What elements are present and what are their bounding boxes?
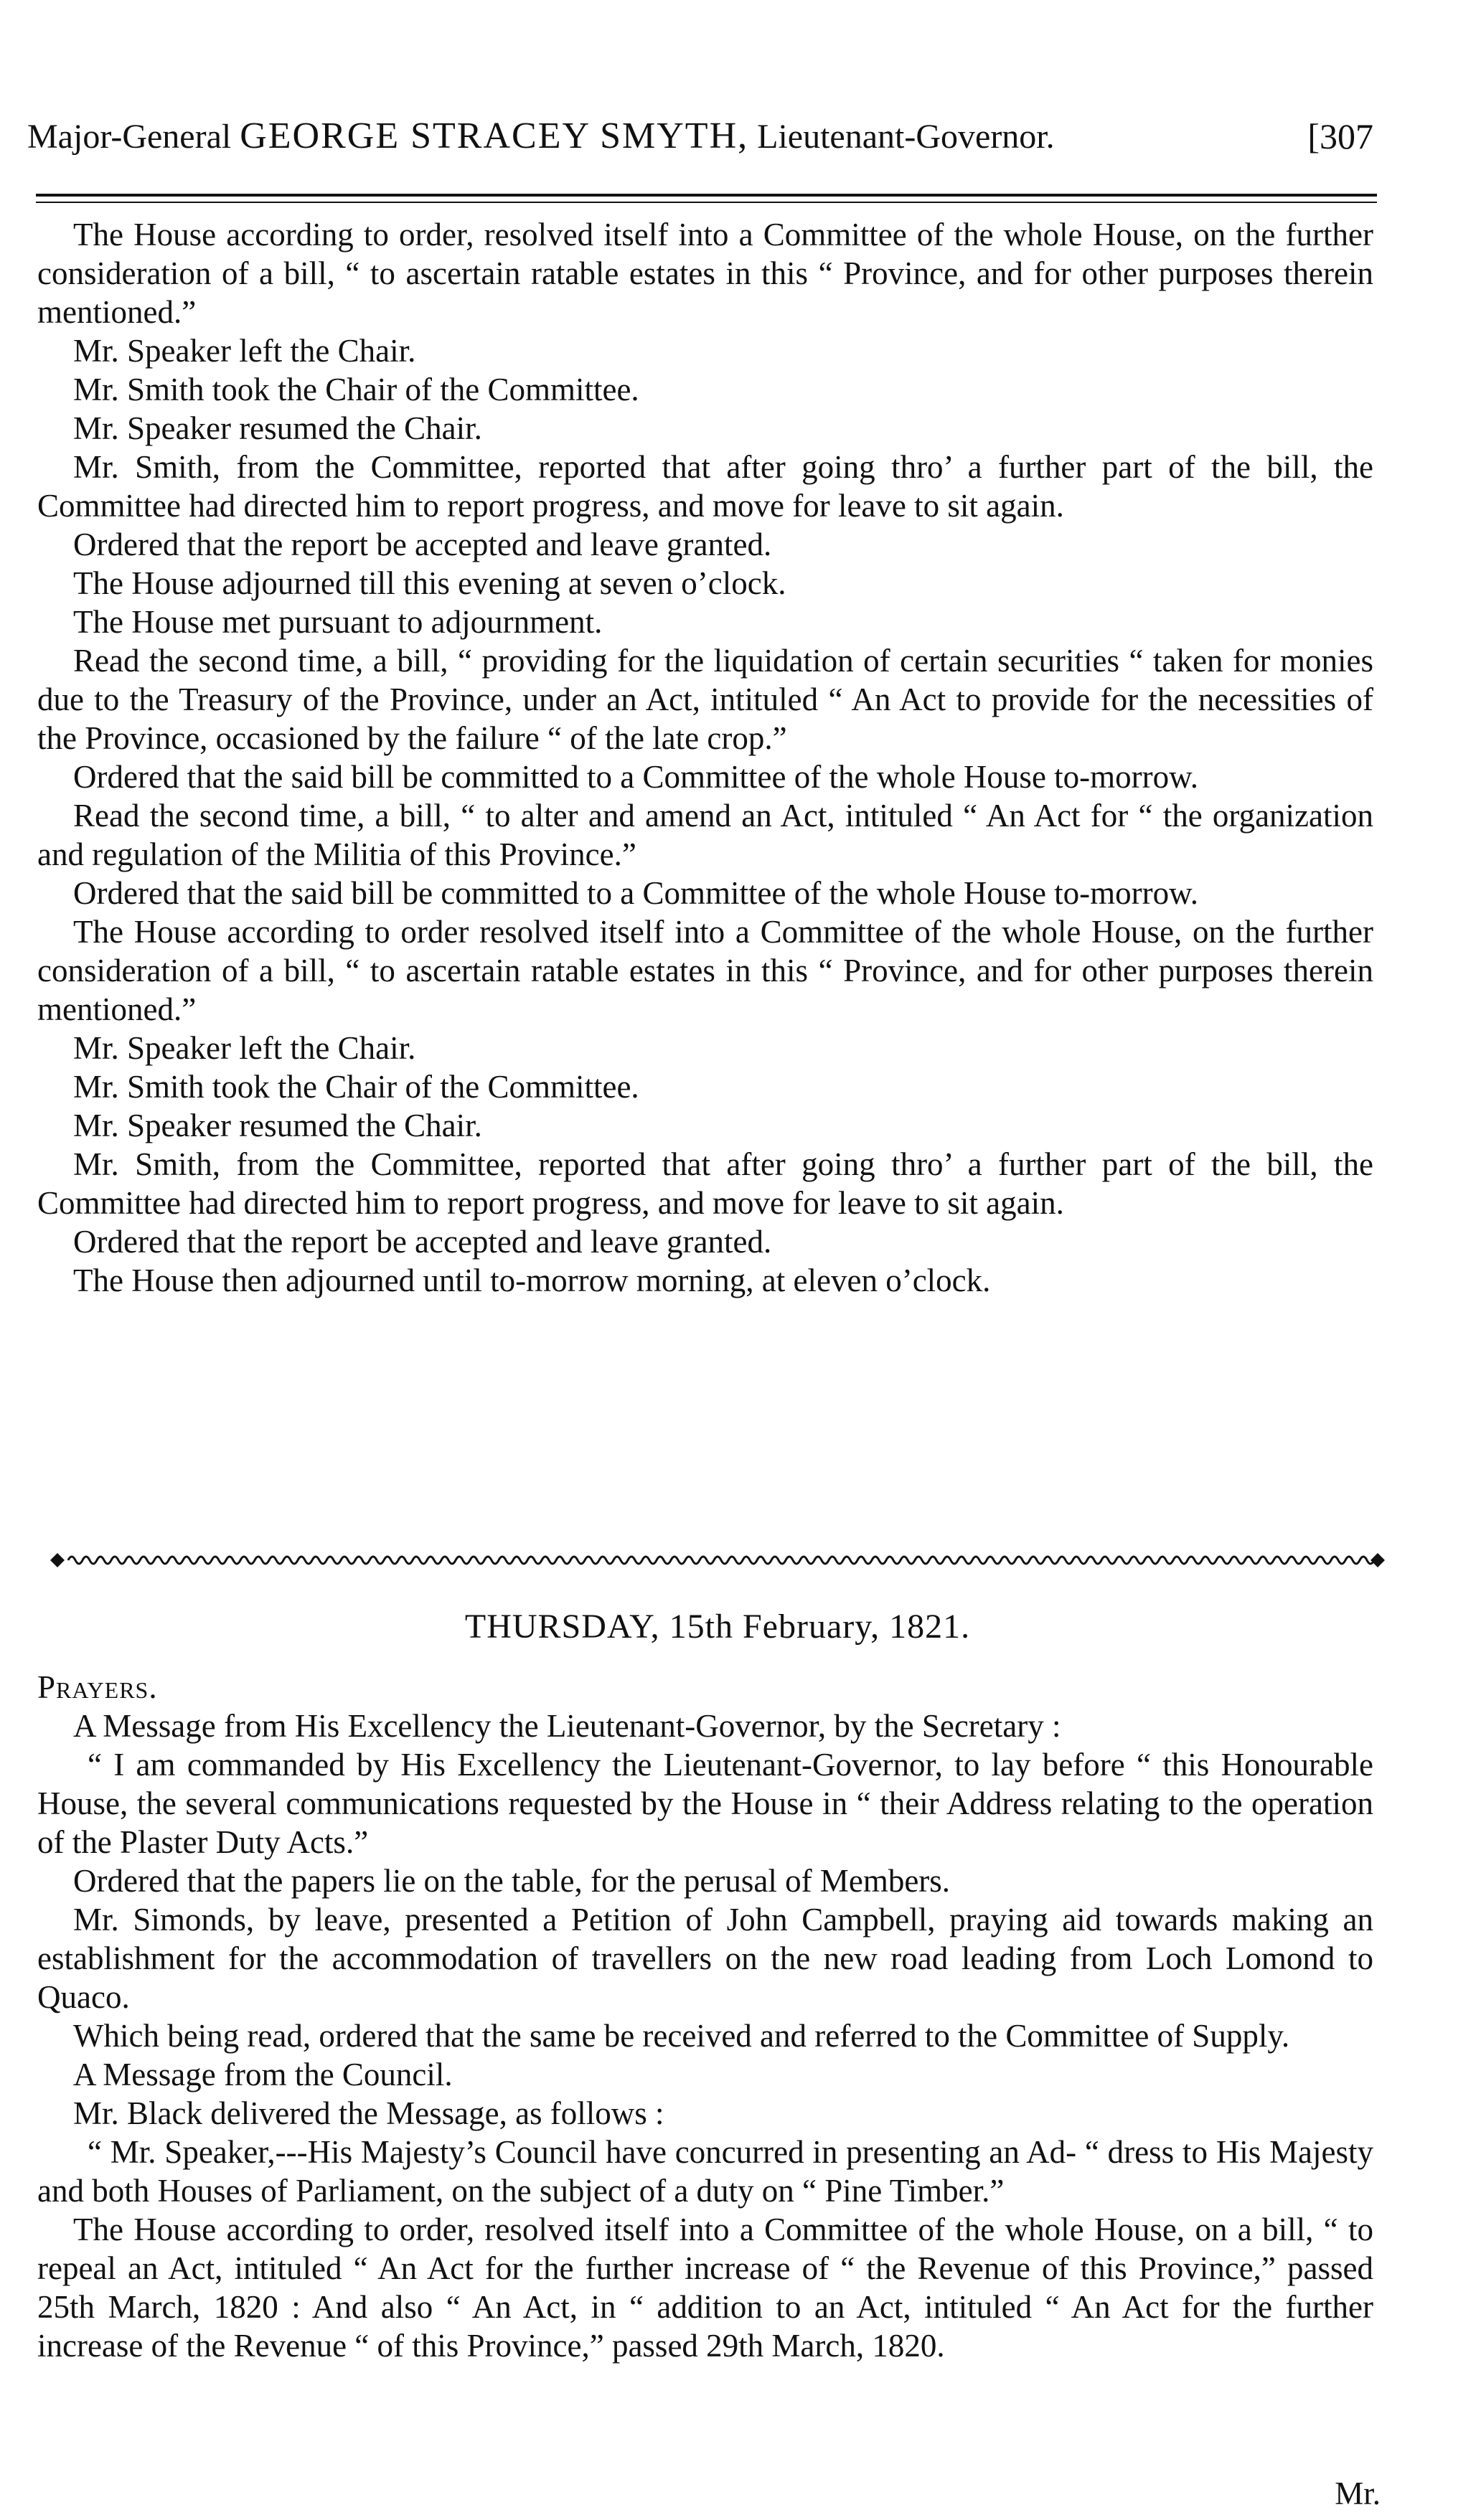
paragraph: The House then adjourned until to-morrow morning, at eleven o’clock. xyxy=(73,1263,991,1298)
catchword: Mr. xyxy=(1335,2476,1381,2511)
prayers-line: Prayers. xyxy=(37,1669,158,1705)
paragraph: The House according to order, resolved itself into a Committee of the whole House, on the further consideration of a bill, “ to ascertain ratable estates in this “ Province, and for other purposes therein mentioned.” xyxy=(37,217,1373,330)
header-prefix: Major-General xyxy=(27,118,232,156)
paragraph: The House according to order resolved itself into a Committee of the whole House, on the further consideration of a bill, “ to ascertain ratable estates in this “ Province, and for other purposes therein mentioned.” xyxy=(37,914,1373,1027)
ornamental-rule xyxy=(43,1546,1392,1575)
paragraph: Mr. Speaker left the Chair. xyxy=(73,1030,416,1066)
paragraph: Mr. Smith took the Chair of the Committee. xyxy=(73,1069,639,1105)
paragraph: “ Mr. Speaker,---His Majesty’s Council have concurred in presenting an Ad- “ dress to His Majesty and both Houses of Parliament, on the subject of a duty on “ Pine Timber.” xyxy=(37,2134,1373,2209)
paragraph: Ordered that the said bill be committed to a Committee of the whole House to-morrow. xyxy=(73,759,1198,795)
paragraph: Mr. Black delivered the Message, as follows : xyxy=(73,2095,664,2131)
journal-section-thursday xyxy=(37,1668,1373,2365)
paragraph: Mr. Speaker resumed the Chair. xyxy=(73,1108,482,1143)
paragraph: Mr. Simonds, by leave, presented a Petition of John Campbell, praying aid towards making an establishment for the accommodation of travellers on the new road leading from Loch Lomond to Quaco. xyxy=(37,1902,1373,2015)
journal-section-evening xyxy=(37,215,1373,1300)
paragraph: Mr. Smith, from the Committee, reported that after going thro’ a further part of the bill, the Committee had directed him to report progress, and move for leave to sit again. xyxy=(37,1146,1373,1221)
paragraph: “ I am commanded by His Excellency the Lieutenant-Governor, to lay before “ this Honourable House, the several communications requested by the House in “ their Address relating to the operation of the Plaster Duty Acts.” xyxy=(37,1747,1373,1860)
running-header xyxy=(27,108,1373,165)
paragraph: Ordered that the said bill be committed to a Committee of the whole House to-morrow. xyxy=(73,875,1198,911)
paragraph: Read the second time, a bill, “ providing for the liquidation of certain securities “ taken for monies due to the Treasury of the Province, under an Act, intituled “ An Act to provide for the necessities of the Province, occasioned by the failure “ of the late crop.” xyxy=(37,643,1373,756)
paragraph: Mr. Speaker resumed the Chair. xyxy=(73,410,482,446)
paragraph: Mr. Smith, from the Committee, reported that after going thro’ a further part of the bill, the Committee had directed him to report progress, and move for leave to sit again. xyxy=(37,449,1373,524)
header-rule-thin xyxy=(36,202,1377,203)
paragraph: Mr. Smith took the Chair of the Committee. xyxy=(73,372,639,407)
paragraph: A Message from the Council. xyxy=(73,2057,453,2092)
paragraph: Ordered that the report be accepted and leave granted. xyxy=(73,1224,772,1260)
paragraph: The House according to order, resolved itself into a Committee of the whole House, on a bill, “ to repeal an Act, intituled “ An Act for the further increase of “ the Revenue of this Province,” passed 25th March, 1820 : And also “ An Act, in “ addition to an Act, intituled “ An Act for the further increase of the Revenue “ of this Province,” passed 29th March, 1820. xyxy=(37,2212,1373,2364)
date-heading: THURSDAY, 15th February, 1821. xyxy=(464,1608,971,1646)
paragraph: Which being read, ordered that the same be received and referred to the Committee of Supply. xyxy=(73,2018,1290,2054)
paragraph: Read the second time, a bill, “ to alter and amend an Act, intituled “ An Act for “ the organization and regulation of the Militia of this Province.” xyxy=(37,798,1373,872)
paragraph: Ordered that the report be accepted and leave granted. xyxy=(73,527,772,562)
header-title: Lieutenant-Governor. xyxy=(757,118,1055,156)
header-name: GEORGE STRACEY SMYTH, xyxy=(240,115,749,156)
page-number: [307 xyxy=(1307,116,1373,156)
header-rule-thick xyxy=(36,194,1377,197)
paragraph: Ordered that the papers lie on the table, for the perusal of Members. xyxy=(73,1863,951,1899)
paragraph: The House adjourned till this evening at seven o’clock. xyxy=(73,565,786,601)
paragraph: Mr. Speaker left the Chair. xyxy=(73,333,416,369)
paragraph: The House met pursuant to adjournment. xyxy=(73,604,603,640)
paragraph: A Message from His Excellency the Lieutenant-Governor, by the Secretary : xyxy=(73,1708,1061,1744)
